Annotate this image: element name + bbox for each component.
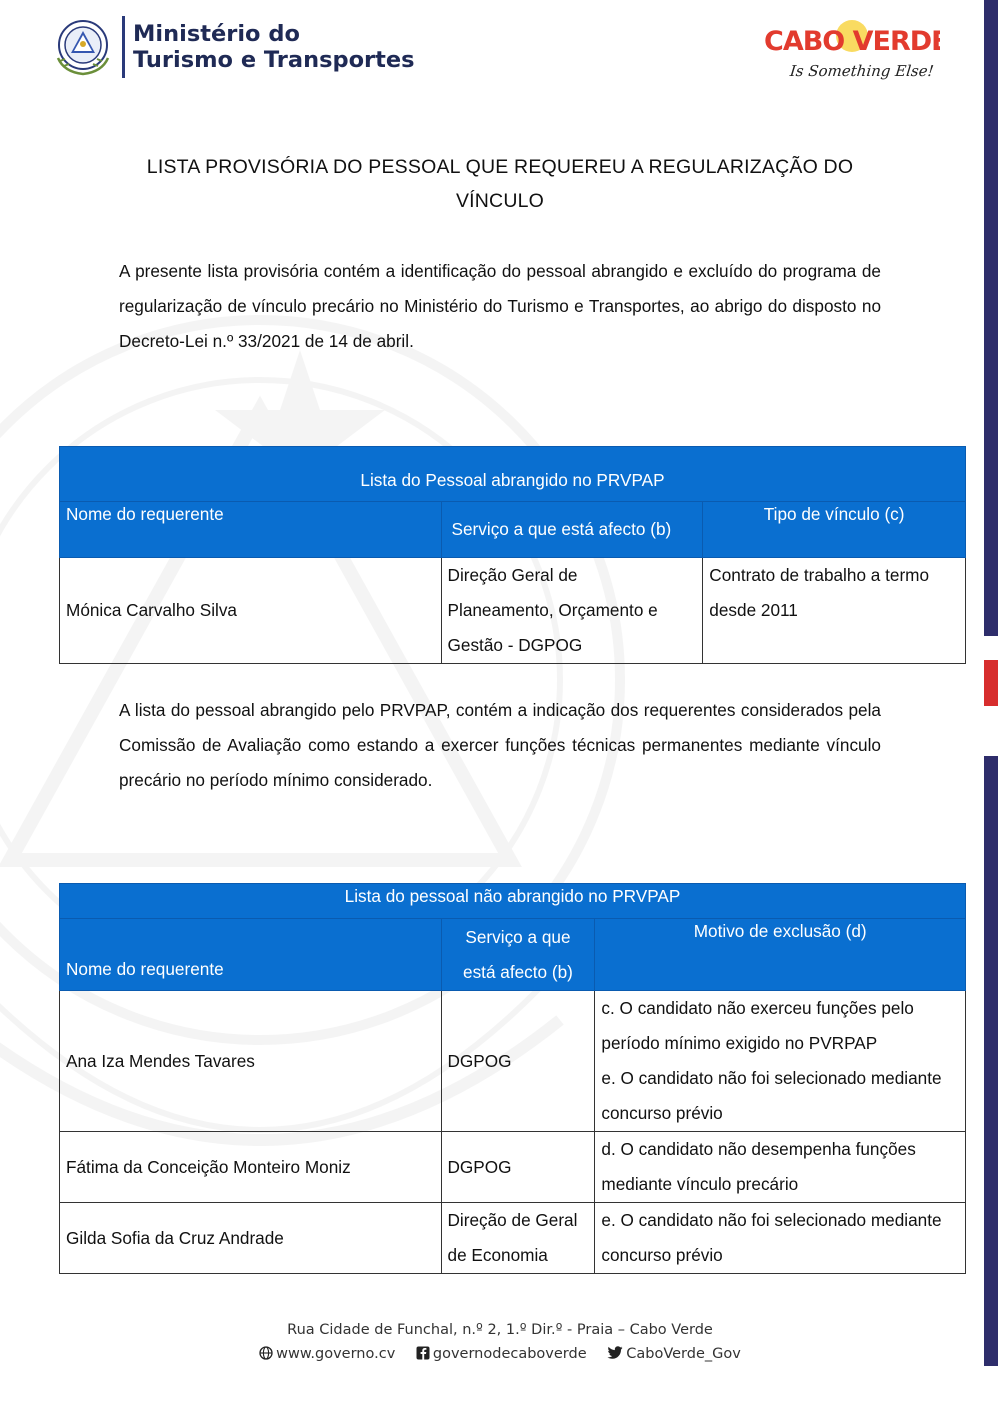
- table-caption: Lista do pessoal não abrangido no PRVPAP: [60, 884, 966, 919]
- cell-line: desde 2011: [709, 600, 798, 620]
- globe-icon: [259, 1346, 273, 1360]
- page-title-line2: VÍNCULO: [455, 190, 545, 212]
- brand-name: CABO VERDE: [764, 26, 940, 57]
- cell-line: e. O candidato não foi selecionado mediante: [601, 1068, 942, 1088]
- cell-service: [441, 1203, 595, 1274]
- cell-service: DGPOG: [441, 991, 595, 1132]
- cell-service: [441, 558, 703, 664]
- ministry-name-line1: Ministério do: [133, 21, 300, 47]
- cell-line: de Economia: [447, 1245, 548, 1265]
- cell-line: Gestão - DGPOG: [447, 635, 583, 655]
- footer-twitter-text: CaboVerde_Gov: [626, 1346, 741, 1362]
- excluded-staff-table: [59, 883, 966, 1274]
- page-footer: [0, 1318, 1000, 1366]
- cell-line: c. O candidato não exerceu funções pelo: [601, 998, 914, 1018]
- cell-line: período mínimo exigido no PVRPAP: [601, 1033, 878, 1053]
- twitter-icon: [607, 1346, 623, 1360]
- cell-name: Ana Iza Mendes Tavares: [60, 991, 442, 1132]
- footer-facebook-text: governodecaboverde: [432, 1346, 587, 1362]
- cell-line: Contrato de trabalho a termo: [709, 565, 930, 585]
- cell-name: Mónica Carvalho Silva: [60, 558, 442, 664]
- table-row: [60, 1132, 966, 1203]
- cell-name: Fátima da Conceição Monteiro Moniz: [60, 1132, 442, 1203]
- edge-bar-red: [984, 660, 998, 706]
- national-seal-icon: [50, 14, 116, 80]
- table-caption: Lista do Pessoal abrangido no PRVPAP: [60, 447, 966, 502]
- footer-links: [0, 1342, 1000, 1366]
- footer-address: Rua Cidade de Funchal, n.º 2, 1.º Dir.º - Praia – Cabo Verde: [287, 1322, 713, 1338]
- cell-line: Direção Geral de: [447, 565, 578, 585]
- table-row: [60, 1203, 966, 1274]
- footer-website[interactable]: [259, 1346, 400, 1362]
- brand-slogan: Is Something Else!: [789, 62, 935, 80]
- header-line: está afecto (b): [463, 961, 573, 982]
- column-header-reason: Motivo de exclusão (d): [595, 919, 966, 991]
- footer-twitter[interactable]: [607, 1346, 741, 1362]
- ministry-name: [133, 21, 415, 73]
- page-title: [120, 150, 880, 218]
- included-staff-table: [59, 446, 966, 664]
- header-line: Serviço a que: [465, 926, 571, 947]
- table-row: [60, 558, 966, 664]
- page-title-line1: LISTA PROVISÓRIA DO PESSOAL QUE REQUEREU A REGULARIZAÇÃO DO: [146, 156, 854, 178]
- column-header-service: [441, 919, 595, 991]
- footer-website-text: www.governo.cv: [276, 1346, 396, 1362]
- cell-service: DGPOG: [441, 1132, 595, 1203]
- edge-bar-top: [984, 0, 998, 636]
- footer-facebook[interactable]: [416, 1346, 591, 1362]
- cell-reason: [595, 1203, 966, 1274]
- note-paragraph: A lista do pessoal abrangido pelo PRVPAP, contém a indicação dos requerentes considerados pela Comissão de Avaliação como estando a exercer funções técnicas permanentes mediante vínculo precário no período mínimo considerado.: [119, 700, 881, 790]
- intro-paragraph: A presente lista provisória contém a identificação do pessoal abrangido e excluído do programa de regularização de vínculo precário no Ministério do Turismo e Transportes, ao abrigo do disposto no Decreto-Lei n.º 33/2021 de 14 de abril.: [119, 261, 881, 351]
- column-header-service: Serviço a que está afecto (b): [441, 502, 703, 558]
- cell-type: [703, 558, 966, 664]
- cabo-verde-brand-logo: [760, 20, 940, 90]
- cell-reason: [595, 1132, 966, 1203]
- ministry-header: [50, 14, 415, 80]
- cell-line: Direção de Geral: [447, 1210, 578, 1230]
- brand-logo-icon: [760, 20, 940, 64]
- column-header-type: Tipo de vínculo (c): [703, 502, 966, 558]
- facebook-icon: [416, 1346, 430, 1360]
- column-header-name: Nome do requerente: [60, 919, 442, 991]
- header-divider: [122, 16, 125, 78]
- table-row: [60, 991, 966, 1132]
- cell-line: Planeamento, Orçamento e: [447, 600, 658, 620]
- column-header-name: Nome do requerente: [60, 502, 442, 558]
- cell-name: Gilda Sofia da Cruz Andrade: [60, 1203, 442, 1274]
- ministry-name-line2: Turismo e Transportes: [133, 47, 415, 73]
- cell-reason: [595, 991, 966, 1132]
- cell-line: concurso prévio: [601, 1103, 723, 1123]
- cell-line: e. O candidato não foi selecionado mediante: [601, 1210, 942, 1230]
- cell-line: concurso prévio: [601, 1245, 723, 1265]
- cell-line: mediante vínculo precário: [601, 1174, 799, 1194]
- cell-line: d. O candidato não desempenha funções: [601, 1139, 916, 1159]
- edge-bar-bottom: [984, 756, 998, 1366]
